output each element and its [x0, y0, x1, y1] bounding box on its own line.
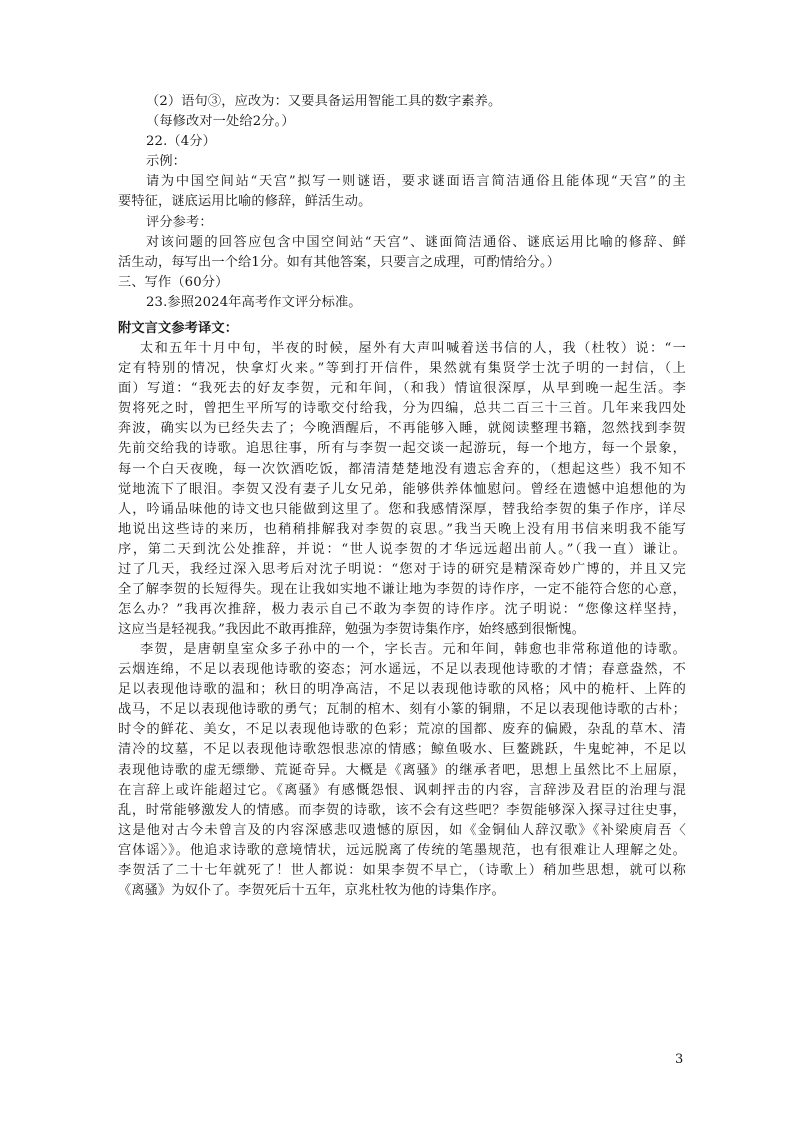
answer-line: 评分参考：: [146, 214, 213, 230]
paragraph-line: 这是他对古今未曾言及的内容深感悲叹遗憾的原因，如《金铜仙人辞汉歌》《补梁庾肩吾〈: [118, 822, 686, 838]
paragraph-line: 全了解李贺的长短得失。现在让我如实地不谦让地为李贺的诗作序，一定不能符合您的心意，: [118, 582, 686, 598]
paragraph-line: 时令的鲜花、美女，不足以表现他诗歌的色彩；荒凉的国都、废弃的偏殿，杂乱的草木、清: [118, 722, 686, 738]
paragraph-line: 人，吟诵品味他的诗文也只能做到这里了。您和我感情深厚，替我给李贺的集子作序，详尽: [118, 501, 686, 517]
paragraph-line: 贺将死之时，曾把生平所写的诗歌交付给我，分为四编，总共二百三十三首。几年来我四处: [118, 401, 686, 417]
page-number: 3: [675, 1052, 684, 1067]
paragraph-line: 先前交给我的诗歌。追思往事，所有与李贺一起交谈一起游玩，每一个地方，每一个景象，: [118, 441, 686, 457]
answer-line: 请为中国空间站“天宫”拟写一则谜语，要求谜面语言简洁通俗且能体现“天宫”的主: [146, 174, 686, 190]
answer-line: 活生动，每写出一个给1分。如有其他答案，只要言之成理，可酌情给分。）: [118, 254, 561, 270]
paragraph-line: 定有特别的情况，快拿灯火来。”等到打开信件，果然就有集贤学士沈子明的一封信，（上: [118, 361, 686, 377]
answer-line: 对该问题的回答应包含中国空间站“天宫”、谜面简洁通俗、谜底运用比喻的修辞、鲜: [146, 234, 686, 250]
writing-heading: 三、写作（60分）: [118, 274, 229, 290]
translation-paragraph-1: [118, 339, 686, 640]
answer-line: 要特征，谜底运用比喻的修辞，鲜活生动。: [118, 194, 372, 210]
answer-line: 示例：: [146, 154, 187, 170]
paragraph-line: 太和五年十月中旬，半夜的时候，屋外有大声叫喊着送书信的人，我（杜牧）说：“一: [140, 341, 686, 356]
item-23: 23.参照2024年高考作文评分标准。: [146, 294, 362, 310]
paragraph-line: 李贺，是唐朝皇室众多子孙中的一个，字长吉。元和年间，韩愈也非常称道他的诗歌。: [140, 642, 686, 657]
paragraph-line: 乱，时常能够激发人的情感。而李贺的诗歌，该不会有这些吧？李贺能够深入探寻过往史事，: [118, 802, 686, 818]
paragraph-line: 表现他诗歌的虚无缥缈、荒诞奇异。大概是《离骚》的继承者吧，思想上虽然比不上屈原，: [118, 762, 686, 778]
translation-heading: 附文言文参考译文：: [118, 321, 239, 336]
paragraph-line: 足以表现他诗歌的温和；秋日的明净高洁，不足以表现他诗歌的风格；风中的桅杆、上阵的: [118, 682, 686, 698]
paragraph-line: 在言辞上或许能超过它。《离骚》有感慨怨恨、讽刺抨击的内容，言辞涉及君臣的治理与混: [118, 782, 686, 798]
paragraph-line: 李贺活了二十七年就死了！世人都说：如果李贺不早亡，（诗歌上）稍加些思想，就可以称: [118, 863, 686, 879]
answer-line: 22.（4分）: [146, 134, 216, 150]
paragraph-line: 每一个白天夜晚，每一次饮酒吃饭，都清清楚楚地没有遗忘舍弃的，（想起这些）我不知不: [118, 461, 686, 477]
translation-section: [118, 319, 686, 339]
paragraph-line: 过了几天，我经过深入思考后对沈子明说：“您对于诗的研究是精深奇妙广博的，并且又完: [118, 562, 686, 578]
paragraph-line: 怎么办？”我再次推辞，极力表示自己不敢为李贺的诗作序。沈子明说：“您像这样坚持，: [118, 602, 686, 618]
paragraph-line: 地说出这些诗的来历，也稍稍排解我对李贺的哀思。”我当天晚上没有用书信来明我不能写: [118, 521, 686, 537]
paragraph-line: 面）写道：“我死去的好友李贺，元和年间，（和我）情谊很深厚，从早到晚一起生活。李: [118, 381, 686, 397]
paragraph-line: 序，第二天到沈公处推辞，并说：“世人说李贺的才华远远超出前人。”（我一直）谦让。: [118, 541, 686, 557]
paragraph-line: 云烟连绵，不足以表现他诗歌的姿态；河水遥远，不足以表现他诗歌的才情；春意盎然，不: [118, 662, 686, 678]
paragraph-line: 清冷的坟墓，不足以表现他诗歌怨恨悲凉的情感；鲸鱼吸水、巨鳌跳跃，牛鬼蛇神，不足以: [118, 742, 686, 758]
answer-line: （每修改对一处给2分。）: [146, 114, 295, 130]
translation-paragraph-2: [118, 640, 686, 901]
paragraph-line: 宫体谣〉》。他追求诗歌的意境情状，远远脱离了传统的笔墨规范，也有很难让人理解之处。: [118, 842, 686, 858]
paragraph-line: 奔波，确实以为已经失去了；今晚酒醒后，不再能够入睡，就阅读整理书籍，忽然找到李贺: [118, 421, 686, 437]
paragraph-line: 这应当是轻视我。”我因此不敢再推辞，勉强为李贺诗集作序，始终感到很惭愧。: [118, 622, 586, 638]
answer-line: （2）语句③，应改为：又要具备运用智能工具的数字素养。: [146, 94, 502, 109]
answer-section: [118, 92, 686, 313]
paragraph-line: 《离骚》为奴仆了。李贺死后十五年，京兆杜牧为他的诗集作序。: [118, 883, 505, 899]
paragraph-line: 战马，不足以表现他诗歌的勇气；瓦制的棺木、刻有小篆的铜鼎，不足以表现他诗歌的古朴；: [118, 702, 686, 718]
paragraph-line: 觉地流下了眼泪。李贺又没有妻子儿女兄弟，能够供养体恤慰问。曾经在遗憾中追想他的为: [118, 481, 686, 497]
